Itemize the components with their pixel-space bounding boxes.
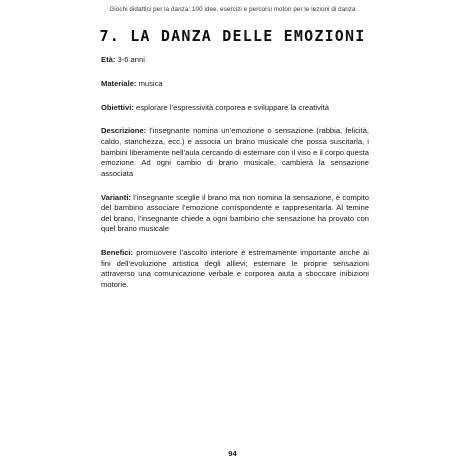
benefits-label: Benefici: (101, 248, 134, 258)
variants-paragraph (101, 193, 369, 235)
chapter-title: 7. LA DANZA DELLE EMOZIONI (99, 27, 366, 45)
objectives-paragraph (101, 103, 369, 114)
benefits-text: promuovere l’ascolto interiore è estremamente importante anche ai fini dell’evoluzione artistica degli allievi; esternare le proprie sensazioni attraverso una comunicazione verbale e corporea aiuta a sboccare inibizioni motorie. (101, 248, 369, 289)
description-text: l’insegnante nomina un’emozione o sensazione (rabbia, felicità, caldo, stanchezza, ecc.) e associa un brano musicale che possa suscitarla, i bambini liberamente nell’aula cercando di esternare con il viso e il corpo questa emozione. Ad ogni cambio di brano musicale, cambierà la sensazione associata (101, 126, 369, 178)
page-number: 94 (228, 449, 237, 458)
objectives-label: Obiettivi: (101, 102, 134, 112)
age-paragraph (101, 55, 369, 66)
benefits-paragraph (101, 248, 369, 290)
description-paragraph (101, 126, 369, 179)
objectives-text: esplorare l’espressività corporea e sviluppare la creatività (133, 102, 329, 112)
age-value: 3-6 anni (115, 55, 145, 64)
running-header: Giochi didattici per la danza: 100 idee, esercizi e percorsi motori per le lezioni di danza (109, 6, 356, 13)
material-label: Materiale: (101, 78, 137, 88)
page-body (101, 55, 369, 304)
material-value: musica (136, 78, 163, 88)
age-label: Età: (101, 55, 116, 64)
variants-label: Varianti: (101, 192, 131, 202)
material-paragraph (101, 79, 369, 90)
description-label: Descrizione: (101, 126, 147, 136)
variants-text: l’insegnante sceglie il brano ma non nomina la sensazione, è compito del bambino associare l’emozione corrispondente e rappresentarla. Al temine del brano, l’insegnante chiede a ogni bambino che sensazione ha provato con quel brano musicale (101, 192, 369, 234)
